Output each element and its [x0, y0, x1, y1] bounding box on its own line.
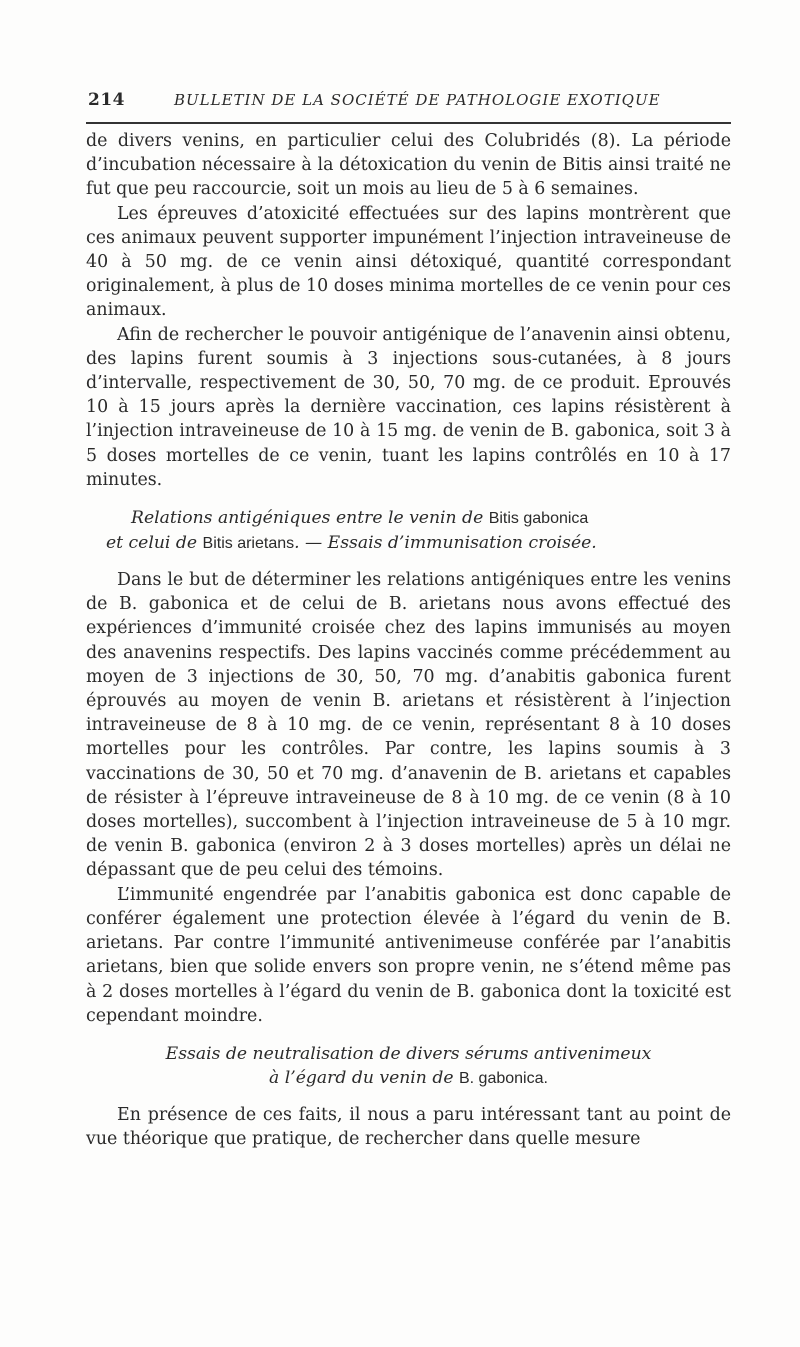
page-number: 214: [88, 90, 125, 110]
paragraph-3: Afin de rechercher le pouvoir antigénique de l’anavenin ainsi obtenu, des lapins furent soumis à 3 injections sous-cutanées, à 8 jours d’intervalle, respectivement de 30, 50, 70 mg. de ce produit. Eprouvés 10 à 15 jours après la dernière vaccination, ces lapins résistèrent à l’injection intraveineuse de 10 à 15 mg. de venin de B. gabonica, soit 3 à 5 doses mortelles de ce venin, tuant les lapins contrôlés en 10 à 17 minutes.: [86, 324, 731, 490]
heading-species-name: Bitis gabonica: [488, 510, 589, 528]
section-heading-neutralisation: [86, 1042, 731, 1091]
running-title: BULLETIN DE LA SOCIÉTÉ DE PATHOLOGIE EXOTIQUE: [174, 91, 661, 109]
section-heading-antigenic-relations: [86, 506, 731, 556]
paragraph-4: Dans le but de déterminer les relations antigéniques entre les venins de B. gabonica et de celui de B. arietans nous avons effectué des expériences d’immunité croisée chez des lapins immunisés au moyen des anavenins respectifs. Des lapins vaccinés comme précédemment au moyen de 3 injections de 30, 50, 70 mg. d’anabitis gabonica furent éprouvés au moyen de venin B. arietans et résistèrent à l’injection intraveineuse de 8 à 10 mg. de ce venin, représentant 8 à 10 doses mortelles pour les contrôles. Par contre, les lapins soumis à 3 vaccinations de 30, 50 et 70 mg. d’anavenin de B. arietans et capables de résister à l’épreuve intraveineuse de 8 à 10 mg. de ce venin (8 à 10 doses mortelles), succombent à l’injection intraveineuse de 5 à 10 mgr. de venin B. gabonica (environ 2 à 3 doses mortelles) après un délai ne dépassant que de peu celui des témoins.: [86, 570, 731, 881]
page-header: [88, 90, 732, 116]
heading-species-name: Bitis arietans: [202, 535, 295, 553]
paragraph-1: de divers venins, en particulier celui des Colubridés (8). La période d’incubation nécessaire à la détoxication du venin de Bitis ainsi traité ne fut que peu raccourcie, soit un mois au lieu de 5 à 6 semaines.: [86, 131, 731, 200]
heading-line-1: [86, 506, 731, 531]
paragraph-5: L’immunité engendrée par l’anabitis gabonica est donc capable de conférer également une protection élevée à l’égard du venin de B. arietans. Par contre l’immunité antivenimeuse conférée par l’anabitis arietans, bien que solide envers son propre venin, ne s’étend même pas à 2 doses mortelles à l’égard du venin de B. gabonica dont la toxicité est cependant moindre.: [86, 884, 731, 1026]
header-rule: [86, 122, 731, 124]
heading-text: Relations antigéniques entre le venin de: [131, 508, 489, 529]
heading-text: à l’égard du venin de: [269, 1067, 459, 1088]
heading-line-1: Essais de neutralisation de divers sérums antivenimeux: [165, 1043, 652, 1064]
paragraph-6: En présence de ces faits, il nous a paru intéressant tant au point de vue théorique que pratique, de rechercher dans quelle mesure: [86, 1104, 731, 1150]
heading-species-name: B. gabonica.: [458, 1069, 548, 1087]
heading-line-2: [86, 1066, 731, 1091]
paragraph-2: Les épreuves d’atoxicité effectuées sur des lapins montrèrent que ces animaux peuvent supporter impunément l’injection intraveineuse de 40 à 50 mg. de ce venin ainsi détoxiqué, quantité correspondant originalement, à plus de 10 doses minima mortelles de ce venin pour ces animaux.: [86, 203, 731, 321]
body-text: [86, 129, 731, 1151]
heading-text: et celui de: [106, 533, 203, 554]
heading-text: . — Essais d’immunisation croisée.: [294, 533, 597, 554]
heading-line-2: [86, 531, 731, 556]
